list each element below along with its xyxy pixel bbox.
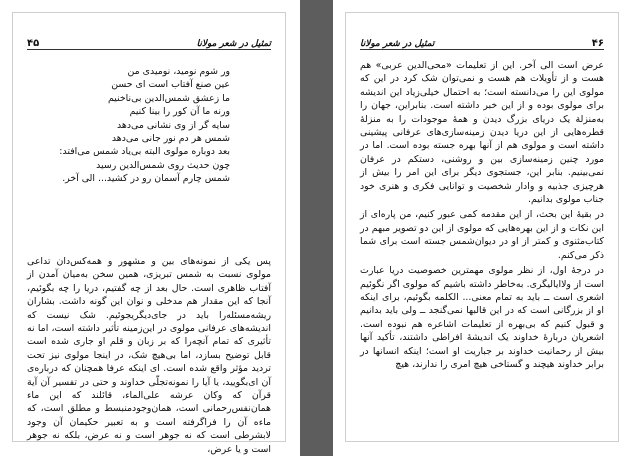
verse-line: چون حدیث روی شمس‌الدین رسید bbox=[96, 159, 230, 171]
verse-line: شمس هر دم نور جانی می‌دهد bbox=[111, 133, 230, 145]
verse-line: ورنه ما آن کور را بینا کنیم bbox=[129, 106, 230, 118]
right-page bbox=[345, 12, 619, 442]
verse-line: ور شوم نومید، نومیدی من bbox=[127, 66, 230, 77]
right-body-text bbox=[360, 59, 604, 371]
paragraph: در بقیهٔ این بحث، از این مقدمه کمی عبور کنیم، من پاره‌ای از این نکات و از این بهره‌هایی که مولوی از این دو تصویر مبهم در کتاب‌مثنوی و کمتر از او در دیوان‌شمس جسته است برای شما ذکر می‌کنم. bbox=[360, 209, 604, 261]
paragraph: پس یکی از نمونه‌های بین و مشهور و همه‌کس‌دان تداعی مولوی نسبت به شمس تبریزی، همین سخن به‌میان آمدن از آفتاب ظاهری است. حال بعد از چه گفتیم، دریا را چه بگوئیم، آنجا که این مقدار هم مدخلی و نوان این گونه داشت. بشاران ریشه‌مسئله‌را باید در جای‌دیگریجوئیم. شک نیست که اندیشه‌های عرفانی مولوی در این‌زمینه تأثیر داشته است، اما نه تأثیری که تمام آنچه‌را که بر زبان و قلم او جاری شده است قابل توضیح بسازد، اما بی‌هیچ شک، در اینجا مولوی نیز تحت تردید مؤثر واقع شده است. ای اینکه عرفا همچنان که درباره‌ی آن ای‌بگویید، یا آیا را نمونه‌تجلّی خداوند و حتی در تفسیر آن آیة قرآن که وکان عرشه علی‌الماء، قائلند که این ماء همان‌نفس‌رحمانی است، همان‌وجودمنبسط و مطلق است، که ماءه آن را فراگرفته است و به تعبیر حکیمان آن وجود لابشرطی است که نه جوهر است و نه عرض، بلکه نه جوهر است و یا عرض، bbox=[27, 256, 271, 455]
left-page bbox=[12, 12, 286, 455]
right-page-header bbox=[360, 33, 604, 50]
running-title: تمثیل در شعر مولانا bbox=[360, 39, 435, 49]
paragraph: در درجهٔ اول، از نظر مولوی مهمترین خصوصیت دریا عبارت است از ولاایالیگری. به‌خاطر داشته باشیم که مولوی اگر نگوئیم اشعری است ــ باید به تمام معنی... الکلمه بگوئیم، برای اینکه او از بزرگانی است که در این قالبها نمی‌گنجد ــ ولی باید بدانیم و قبول کنیم که بی‌بهره از تعلیمات اشاعره هم نبوده است. اشعریان دربارهٔ خداوند یک اندیشهٔ افراطی داشتند، تأکید آنها بیش از رحمانیت خداوند بر جباریت او است؛ اینکه انسانها در برابر خداوند هیچند و گستاخی هیچ امری را ندارند، هیچ bbox=[360, 265, 604, 370]
verse-block bbox=[30, 65, 230, 186]
paragraph: عرض است الی آخر. این از تعلیمات «محی‌الدین عربی» هم هست و از تأویلات هم هست و نمی‌توان شک کرد در این که مولوی این را می‌دانسته است؛ به احتمال خیلی‌زیاد این اندیشه برای مولوی بوده و از این خبر داشته است. بنابراین، جهان را به‌منزلة یک دریای بزرگ دیدن و همهٔ موجودات را به منزلهٔ قطره‌هایی از این دریا دیدن زمینه‌سازی‌های عرفانی پیشینی داشته است و مولوی هم از آنها بهره جسته بوده است. اما در مورد چنین زمینه‌سازی بین و روشنی، دستکم در عرفان نمی‌بینیم. بنابر این، جستجوی دیگر برای این امر را بیش از هرچیزی جذبیه و وادار شخصیت و توانایی فکری و هنری خود جناب مولوی بدانیم. bbox=[360, 60, 604, 206]
left-body-text bbox=[27, 255, 271, 456]
running-title: تمثیل در شعر مولانا bbox=[196, 39, 271, 49]
page-number: ۴۶ bbox=[591, 38, 604, 49]
verse-line: عین صنع آفتاب است ای حسن bbox=[111, 79, 230, 91]
verse-line: بعد دوباره مولوی البته بی‌یاد شمس می‌افتد: bbox=[59, 146, 230, 158]
verse-line: شمس چارم آسمان رو در کشید... الی آخر. bbox=[62, 173, 230, 185]
verse-line: سایه گر از وی نشانی می‌دهد bbox=[116, 119, 230, 131]
verse-line: ما زعشق شمس‌الدین بی‌ناخنیم bbox=[107, 92, 230, 104]
book-gutter bbox=[300, 0, 333, 456]
left-page-header bbox=[27, 33, 271, 50]
page-number: ۴۵ bbox=[27, 38, 40, 49]
